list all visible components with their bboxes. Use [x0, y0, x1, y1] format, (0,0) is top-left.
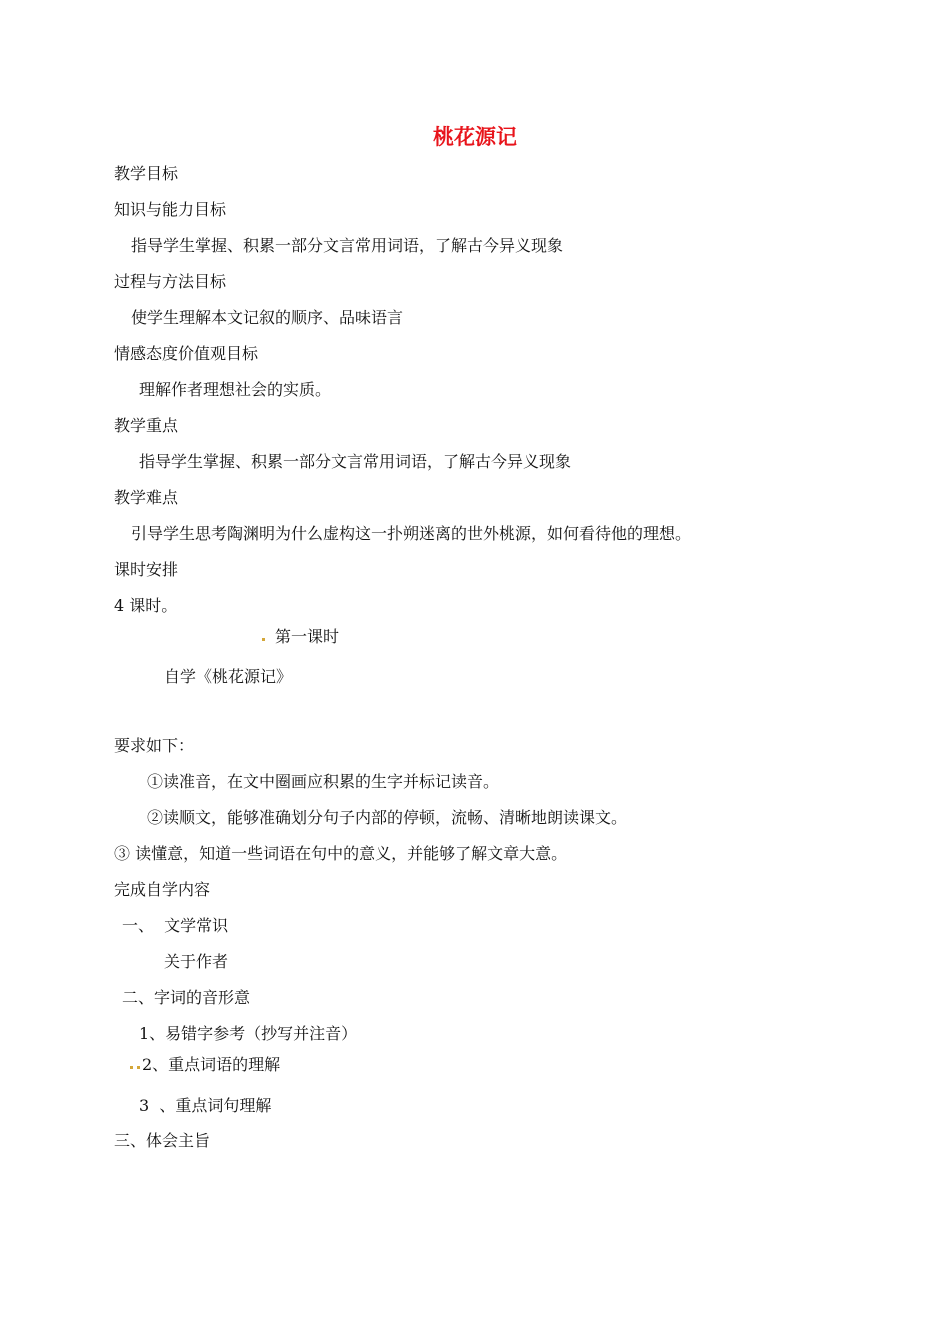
heading-process-goals: 过程与方法目标	[114, 272, 227, 291]
list-item-requirement-1: ①读准音，在文中圈画应积累的生字并标记读音。	[147, 772, 500, 791]
heading-complete-self-study: 完成自学内容	[114, 880, 211, 899]
text-process-goals: 使学生理解本文记叙的顺序、品味语言	[131, 308, 404, 327]
dot-mark	[262, 638, 265, 641]
dot-mark	[137, 1066, 140, 1069]
list-item-words-3: 3 、重点词句理解	[139, 1096, 272, 1115]
list-item-words-2: 2、重点词语的理解	[142, 1055, 281, 1074]
heading-knowledge-goals: 知识与能力目标	[114, 200, 227, 219]
text-about-author: 关于作者	[164, 952, 229, 971]
heading-key-points: 教学重点	[114, 416, 179, 435]
section-literary-knowledge: 一、 文学常识	[122, 916, 229, 935]
section-theme: 三、体会主旨	[114, 1131, 211, 1150]
text-self-study: 自学《桃花源记》	[164, 667, 293, 686]
list-item-words-1: 1、易错字参考（抄写并注音）	[139, 1024, 358, 1043]
text-schedule: 4 课时。	[114, 596, 178, 615]
heading-teaching-goals: 教学目标	[114, 164, 179, 183]
text-emotion-goals: 理解作者理想社会的实质。	[139, 380, 332, 399]
dot-mark	[130, 1066, 133, 1069]
heading-requirements: 要求如下：	[114, 736, 195, 755]
document-title: 桃花源记	[433, 125, 517, 149]
heading-difficulties: 教学难点	[114, 488, 179, 507]
heading-lesson-one: 第一课时	[275, 627, 340, 646]
list-item-requirement-2: ②读顺文，能够准确划分句子内部的停顿，流畅、清晰地朗读课文。	[147, 808, 628, 827]
text-difficulties: 引导学生思考陶渊明为什么虚构这一扑朔迷离的世外桃源，如何看待他的理想。	[131, 524, 692, 543]
heading-emotion-goals: 情感态度价值观目标	[114, 344, 259, 363]
text-knowledge-goals: 指导学生掌握、积累一部分文言常用词语，了解古今异义现象	[131, 236, 564, 255]
section-words: 二、字词的音形意	[122, 988, 251, 1007]
text-key-points: 指导学生掌握、积累一部分文言常用词语，了解古今异义现象	[139, 452, 572, 471]
list-item-requirement-3: ③ 读懂意，知道一些词语在句中的意义，并能够了解文章大意。	[114, 844, 568, 863]
heading-schedule: 课时安排	[114, 560, 179, 579]
